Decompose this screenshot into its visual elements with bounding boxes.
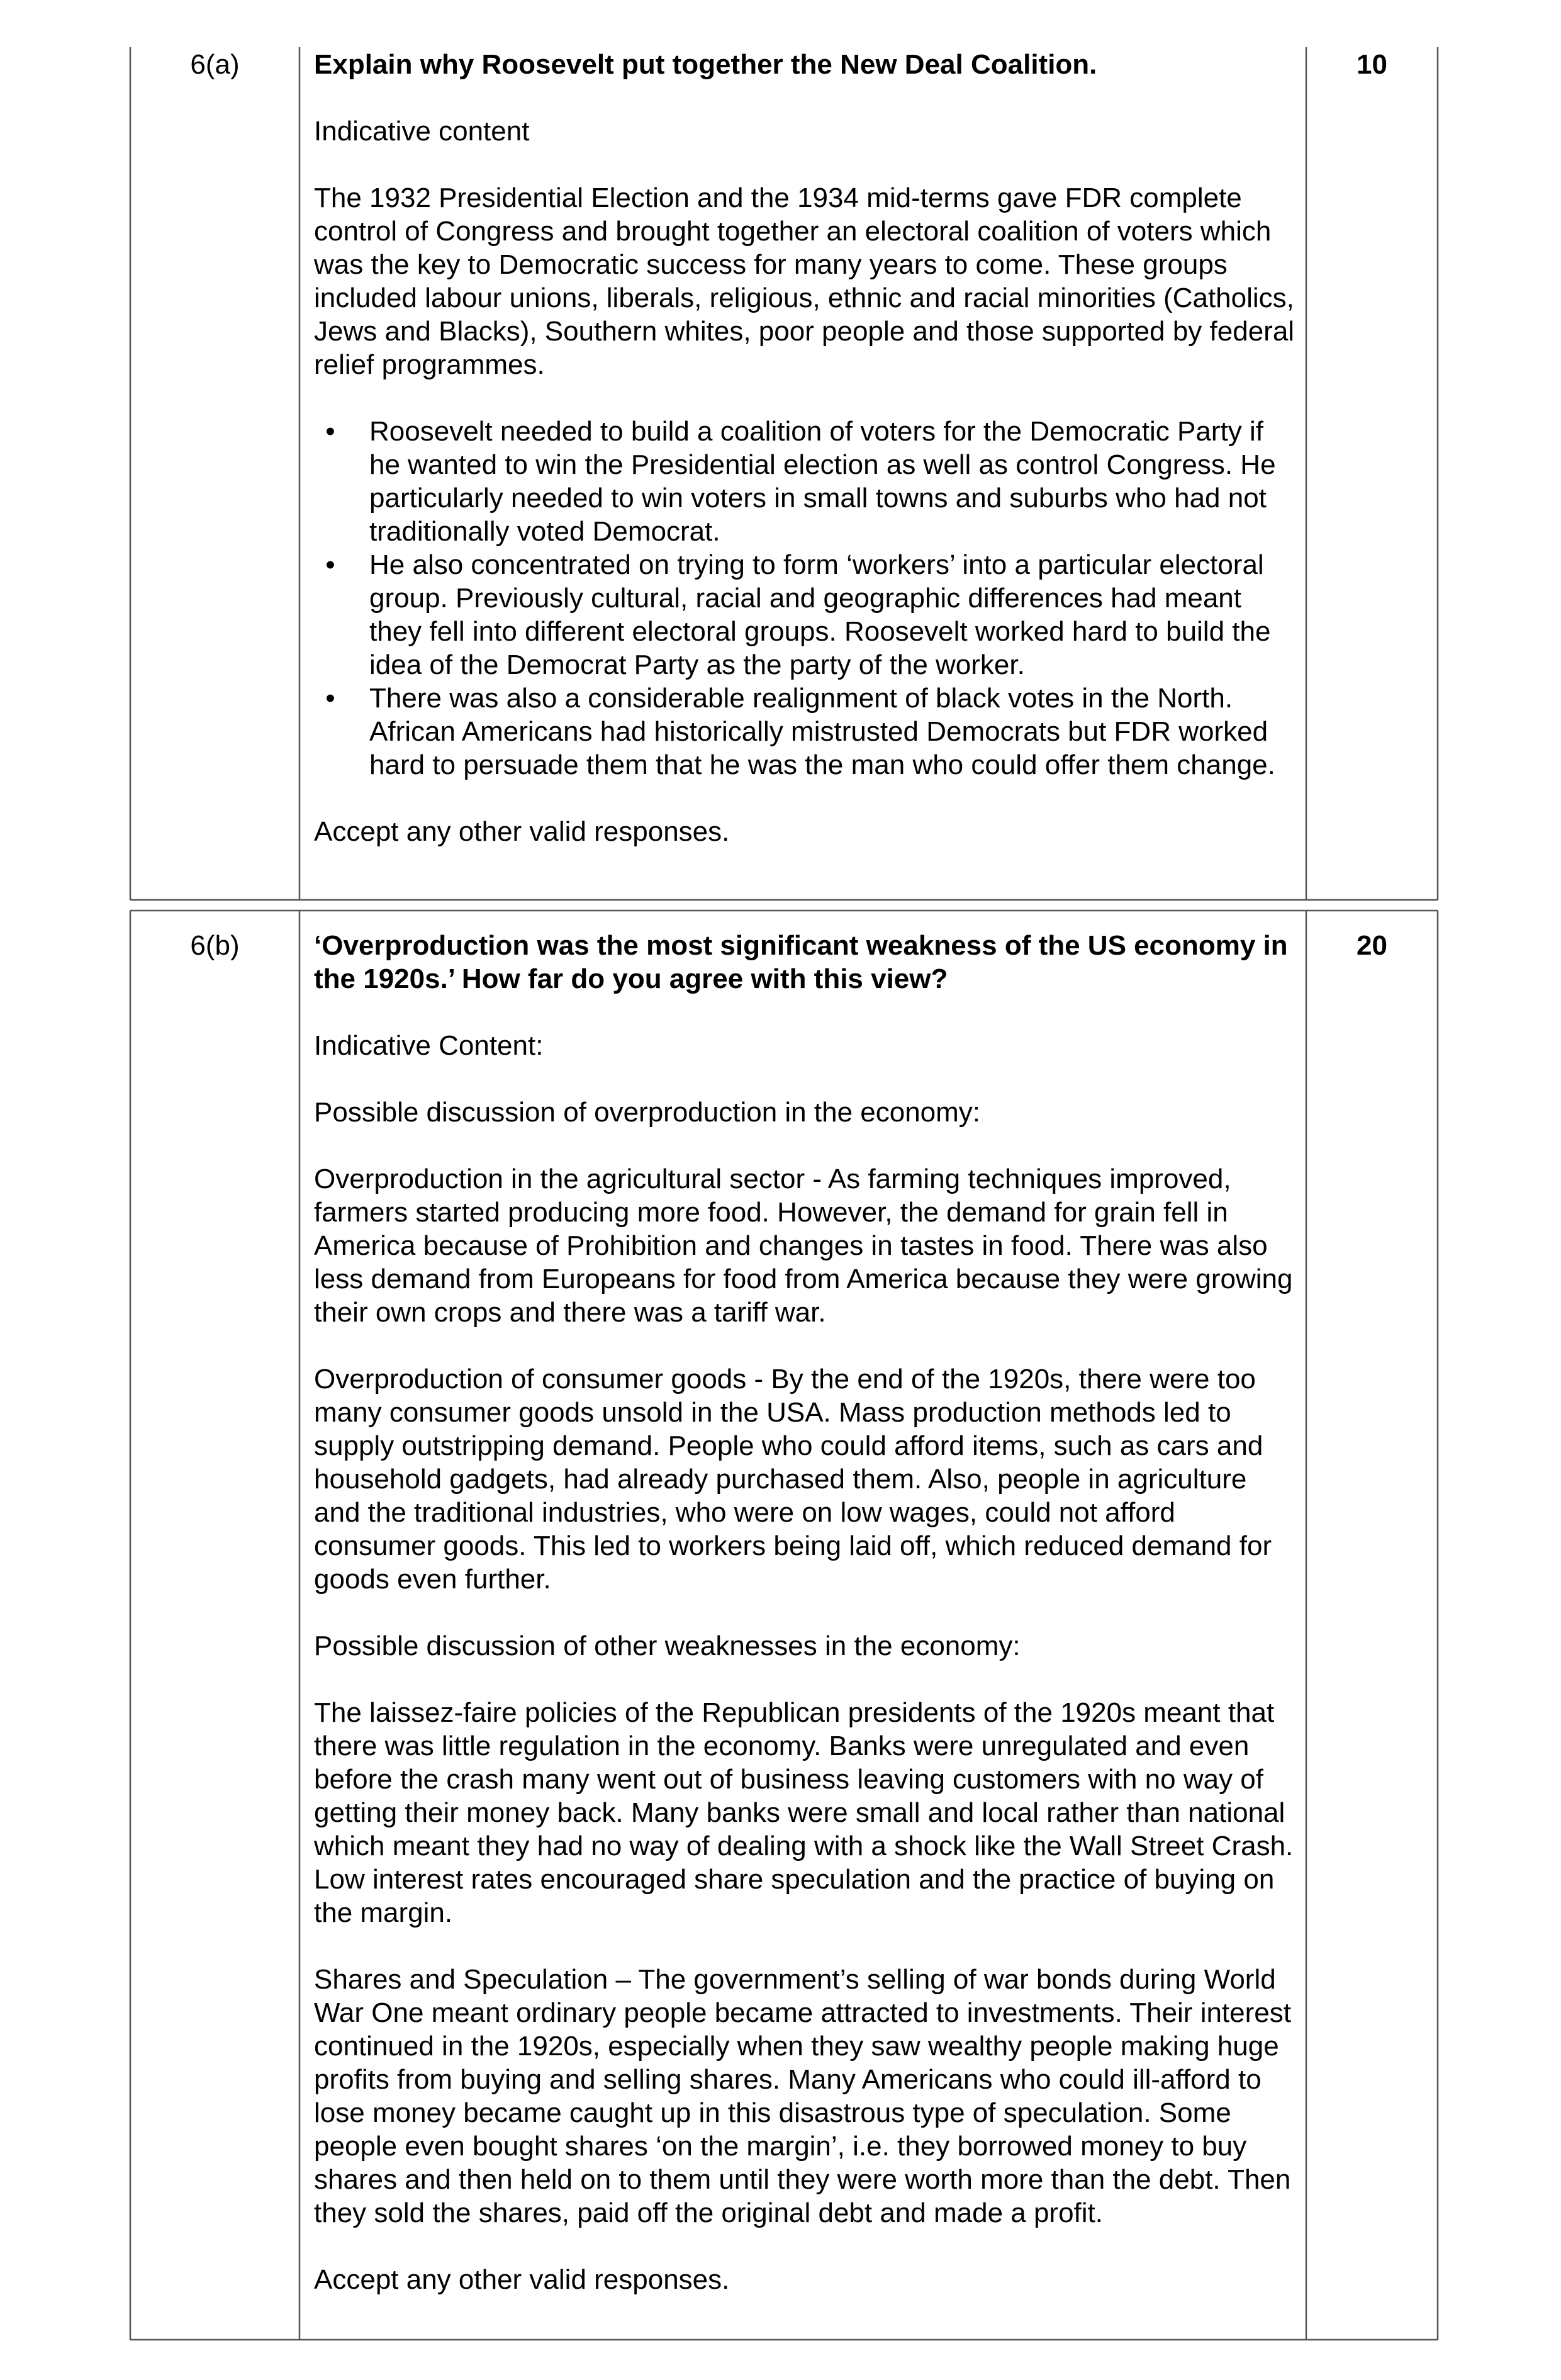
bullet-item (314, 548, 1295, 682)
question-number: 6(a) (190, 49, 240, 80)
section-heading: Indicative Content: (314, 1030, 544, 1061)
paragraph: Possible discussion of overproduction in the economy: (314, 1097, 981, 1128)
section-heading: Indicative content (314, 116, 530, 147)
paragraph: Overproduction of consumer goods - By the end of the 1920s, there were too many consumer goods unsold in the USA. Mass production methods led to supply outstripping demand. People who could afford items, such as cars and household gadgets, had already purchased them. Also, people in agriculture and the traditional industries, who were on low wages, could not afford consumer goods. This led to workers being laid off, which reduced demand for goods even further. (314, 1364, 1272, 1595)
bullet-text: There was also a considerable realignment of black votes in the North. African Americans had historically mistrusted Democrats but FDR worked hard to persuade them that he was the man who could offer them change. (369, 683, 1275, 780)
bullet-icon: • (325, 549, 335, 580)
answer-content-6b (314, 929, 1295, 2296)
bullet-item (314, 682, 1295, 782)
paragraph: Overproduction in the agricultural sector - As farming techniques improved, farmers started producing more food. However, the demand for grain fell in America because of Prohibition and changes in tastes in food. There was also less demand from Europeans for food from America because they were growing their own crops and there was a tariff war. (314, 1164, 1293, 1328)
answer-content-6a (314, 48, 1295, 848)
question-title: ‘Overproduction was the most significant weakness of the US economy in the 1920s.’ How far do you agree with this view? (314, 930, 1288, 994)
bullet-icon: • (325, 416, 335, 447)
paragraph: The laissez-faire policies of the Republican presidents of the 1920s meant that there was little regulation in the economy. Banks were unregulated and even before the crash many went out of business leaving customers with no way of getting their money back. Many banks were small and local rather than national which meant they had no way of dealing with a shock like the Wall Street Crash. Low interest rates encouraged share speculation and the practice of buying on the margin. (314, 1697, 1294, 1928)
bullet-text: Roosevelt needed to build a coalition of voters for the Democratic Party if he wanted to win the Presidential election as well as control Congress. He particularly needed to win voters in small towns and suburbs who had not traditionally voted Democrat. (369, 416, 1276, 547)
marks-value: 10 (1357, 49, 1387, 80)
marks-value: 20 (1357, 930, 1387, 961)
bullet-text: He also concentrated on trying to form ‘workers’ into a particular electoral group. Previously cultural, racial and geographic differences had meant they fell into different electoral groups. Roosevelt worked hard to build the idea of the Democrat Party as the party of the worker. (369, 549, 1271, 680)
bullet-item (314, 415, 1295, 548)
bullet-icon: • (325, 683, 335, 714)
question-title: Explain why Roosevelt put together the New Deal Coalition. (314, 49, 1097, 80)
paragraph: Possible discussion of other weaknesses in the economy: (314, 1631, 1021, 1661)
closing-note: Accept any other valid responses. (314, 2264, 730, 2295)
question-number: 6(b) (190, 930, 240, 961)
closing-note: Accept any other valid responses. (314, 816, 730, 847)
bullet-list (314, 415, 1295, 782)
paragraph: Shares and Speculation – The government’s selling of war bonds during World War One meant ordinary people became attracted to investments. Their interest continued in the 1920s, especially when they saw wealthy people making huge profits from buying and selling shares. Many Americans who could ill-afford to lose money became caught up in this disastrous type of speculation. Some people even bought shares ‘on the margin’, i.e. they borrowed money to buy shares and then held on to them until they were worth more than the debt. Then they sold the shares, paid off the original debt and made a profit. (314, 1964, 1291, 2228)
paragraph: The 1932 Presidential Election and the 1934 mid-terms gave FDR complete control of Congress and brought together an electoral coalition of voters which was the key to Democratic success for many years to come. These groups included labour unions, liberals, religious, ethnic and racial minorities (Catholics, Jews and Blacks), Southern whites, poor people and those supported by federal relief programmes. (314, 182, 1295, 380)
